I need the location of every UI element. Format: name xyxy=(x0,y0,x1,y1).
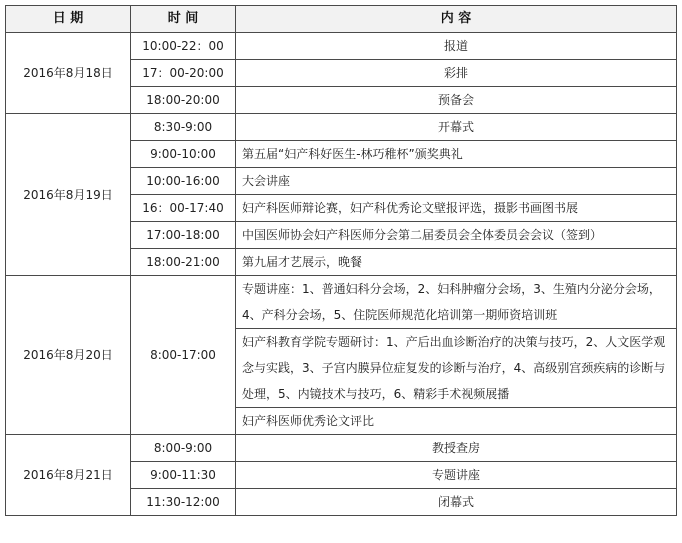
content-cell: 第九届才艺展示，晚餐 xyxy=(236,249,677,276)
time-cell: 18:00-20:00 xyxy=(131,87,236,114)
content-cell: 教授查房 xyxy=(236,435,677,462)
time-cell: 18:00-21:00 xyxy=(131,249,236,276)
time-cell: 9:00-10:00 xyxy=(131,141,236,168)
header-row xyxy=(6,6,677,33)
time-cell: 16：00-17:40 xyxy=(131,195,236,222)
content-cell: 大会讲座 xyxy=(236,168,677,195)
time-cell: 9:00-11:30 xyxy=(131,462,236,489)
header-time: 时 间 xyxy=(131,6,236,33)
date-cell: 2016年8月21日 xyxy=(6,435,131,516)
content-cell: 彩排 xyxy=(236,60,677,87)
header-date: 日 期 xyxy=(6,6,131,33)
content-cell: 专题讲座 xyxy=(236,462,677,489)
header-content: 内 容 xyxy=(236,6,677,33)
date-cell: 2016年8月19日 xyxy=(6,114,131,276)
table-row xyxy=(6,435,677,462)
date-cell: 2016年8月20日 xyxy=(6,276,131,435)
content-cell: 妇产科医师优秀论文评比 xyxy=(236,408,677,435)
content-cell: 预备会 xyxy=(236,87,677,114)
time-cell: 11:30-12:00 xyxy=(131,489,236,516)
content-cell: 专题讲座：1、普通妇科分会场，2、妇科肿瘤分会场，3、生殖内分泌分会场，4、产科分会场，5、住院医师规范化培训第一期师资培训班 xyxy=(236,276,677,329)
time-cell: 17:00-18:00 xyxy=(131,222,236,249)
time-cell: 8:30-9:00 xyxy=(131,114,236,141)
content-cell: 闭幕式 xyxy=(236,489,677,516)
time-cell: 8:00-17:00 xyxy=(131,276,236,435)
schedule-table xyxy=(5,5,677,516)
content-cell: 妇产科教育学院专题研讨：1、产后出血诊断治疗的决策与技巧，2、人文医学观念与实践，3、子宫内膜异位症复发的诊断与治疗，4、高级别宫颈疾病的诊断与处理，5、内镜技术与技巧，6、精彩手术视频展播 xyxy=(236,329,677,408)
time-cell: 10:00-22：00 xyxy=(131,33,236,60)
table-row xyxy=(6,114,677,141)
content-cell: 开幕式 xyxy=(236,114,677,141)
content-cell: 报道 xyxy=(236,33,677,60)
content-cell: 第五届“妇产科好医生-林巧稚杯”颁奖典礼 xyxy=(236,141,677,168)
date-cell: 2016年8月18日 xyxy=(6,33,131,114)
time-cell: 17：00-20:00 xyxy=(131,60,236,87)
time-cell: 10:00-16:00 xyxy=(131,168,236,195)
content-cell: 中国医师协会妇产科医师分会第二届委员会全体委员会会议（签到） xyxy=(236,222,677,249)
content-cell: 妇产科医师辩论赛，妇产科优秀论文壁报评选，摄影书画图书展 xyxy=(236,195,677,222)
table-row xyxy=(6,33,677,60)
time-cell: 8:00-9:00 xyxy=(131,435,236,462)
table-row xyxy=(6,276,677,329)
